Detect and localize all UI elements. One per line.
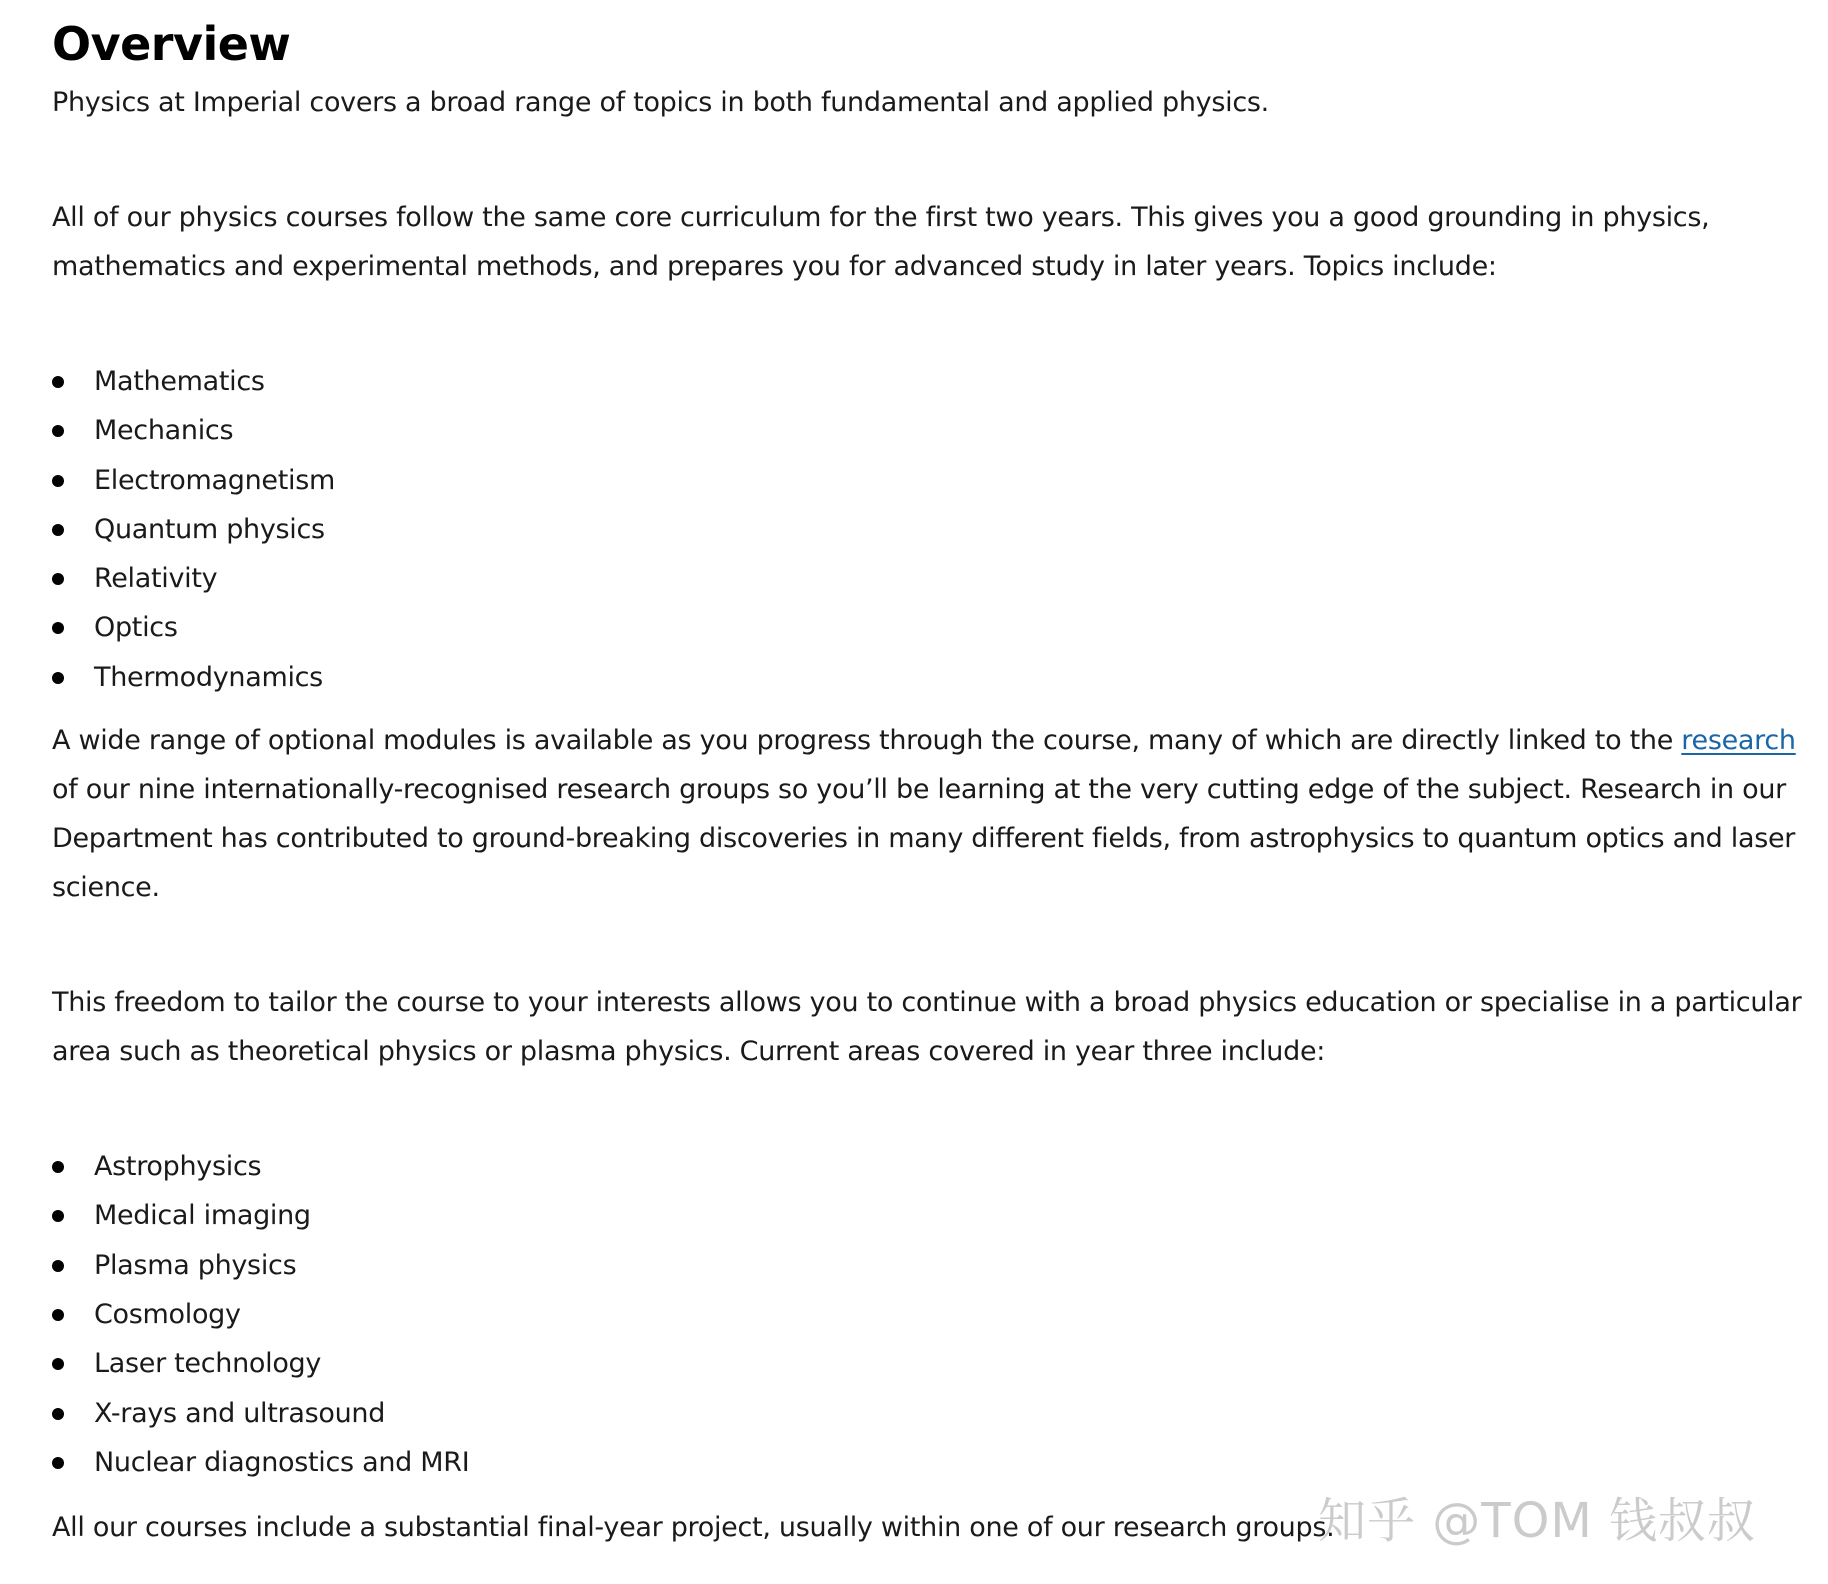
bullet-icon xyxy=(52,1210,64,1222)
list-item-label: Mechanics xyxy=(94,415,234,447)
bullet-icon xyxy=(52,475,64,487)
list-item xyxy=(52,653,1812,702)
list-item xyxy=(52,1191,1812,1240)
bullet-icon xyxy=(52,1358,64,1370)
list-item xyxy=(52,456,1812,505)
bullet-icon xyxy=(52,1408,64,1420)
list-item-label: X-rays and ultrasound xyxy=(94,1397,386,1429)
modules-text-before-link: A wide range of optional modules is available as you progress through the course, many of which are directly linked to the xyxy=(52,725,1682,757)
page-title: Overview xyxy=(52,17,291,71)
list-item xyxy=(52,505,1812,554)
bullet-icon xyxy=(52,1457,64,1469)
bullet-icon xyxy=(52,376,64,388)
list-item-label: Mathematics xyxy=(94,366,265,397)
freedom-paragraph: This freedom to tailor the course to your interests allows you to continue with a broad physics education or specialise in a particular area such as theoretical physics or plasma physics. Current areas covered in year three include: xyxy=(52,987,1802,1068)
core-curriculum-paragraph: All of our physics courses follow the same core curriculum for the first two years. This gives you a good grounding in physics, mathematics and experimental methods, and prepares you for advanced study in later years. Topics include: xyxy=(52,202,1710,282)
list-item xyxy=(52,1389,1812,1438)
year-three-topics-list xyxy=(52,1142,1812,1487)
list-item-label: Laser technology xyxy=(94,1348,322,1380)
list-item-label: Astrophysics xyxy=(94,1151,262,1183)
bullet-icon xyxy=(52,1260,64,1272)
list-item xyxy=(52,1142,1812,1191)
core-topics-list xyxy=(52,357,1812,702)
list-item-label: Plasma physics xyxy=(94,1249,297,1281)
article xyxy=(52,0,1812,1552)
list-item-label: Cosmology xyxy=(94,1298,241,1330)
list-item xyxy=(52,1241,1812,1290)
list-item-label: Electromagnetism xyxy=(94,464,335,496)
list-item xyxy=(52,1438,1812,1487)
bullet-icon xyxy=(52,1161,64,1173)
list-item xyxy=(52,1339,1812,1388)
list-item xyxy=(52,603,1812,652)
list-item xyxy=(52,1290,1812,1339)
bullet-icon xyxy=(52,672,64,684)
bullet-icon xyxy=(52,1309,64,1321)
watermark: 知乎 @TOM 钱叔叔 xyxy=(1318,1493,1757,1549)
list-item-label: Optics xyxy=(94,612,178,644)
modules-text-after-link: of our nine internationally-recognised research groups so you’ll be learning at the very cutting edge of the subject. Research in our Department has contributed to ground-breaking discoveries in many different fields, from astrophysics to quantum optics and laser science. xyxy=(52,774,1796,904)
final-project-paragraph: All our courses include a substantial final-year project, usually within one of our research groups. xyxy=(52,1512,1335,1544)
list-item-label: Relativity xyxy=(94,563,218,595)
list-item xyxy=(52,406,1812,455)
list-item-label: Nuclear diagnostics and MRI xyxy=(94,1446,470,1478)
intro-paragraph: Physics at Imperial covers a broad range of topics in both fundamental and applied physics. xyxy=(52,87,1269,118)
list-item-label: Thermodynamics xyxy=(94,661,323,693)
research-link[interactable]: research xyxy=(1681,725,1796,757)
bullet-icon xyxy=(52,573,64,585)
list-item xyxy=(52,357,1812,406)
list-item-label: Medical imaging xyxy=(94,1200,311,1232)
bullet-icon xyxy=(52,425,64,437)
optional-modules-paragraph xyxy=(52,716,1812,912)
list-item xyxy=(52,554,1812,603)
bullet-icon xyxy=(52,622,64,634)
list-item-label: Quantum physics xyxy=(94,513,325,545)
bullet-icon xyxy=(52,524,64,536)
